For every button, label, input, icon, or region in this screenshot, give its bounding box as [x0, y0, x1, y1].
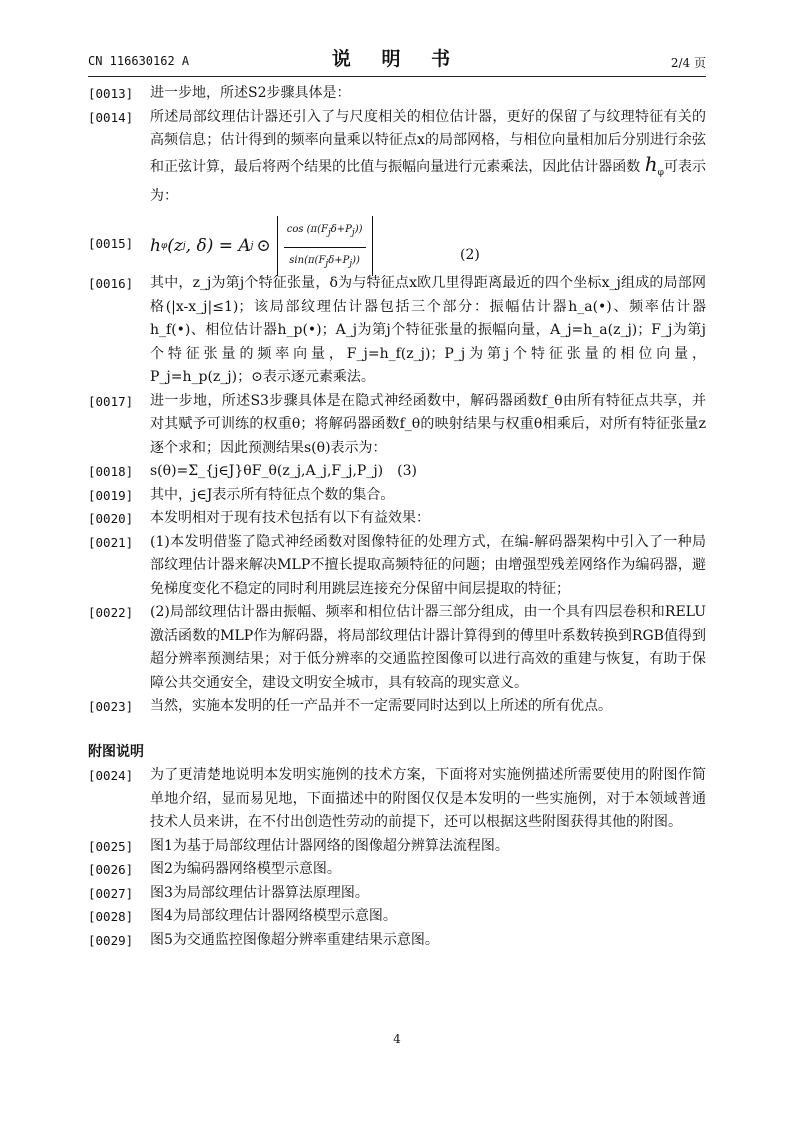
- paragraph-number: [0025]: [88, 838, 134, 854]
- paragraph-0016: [88, 272, 706, 390]
- paragraph-number: [0021]: [88, 534, 134, 550]
- paragraph-0018: [88, 460, 706, 484]
- header-rule: [88, 76, 706, 77]
- paragraph-0027: [88, 882, 706, 906]
- fraction-denominator: $\sin(\pi(F_j\delta+P_j))$: [289, 254, 360, 269]
- paragraph-0019: [88, 484, 706, 508]
- paragraph-text: 进一步地，所述S2步骤具体是：: [150, 85, 351, 101]
- paragraph-number: [0017]: [88, 393, 134, 409]
- paragraph-text: 本发明相对于现有技术包括有以下有益效果：: [150, 510, 430, 527]
- paragraph-text: 图4为局部纹理估计器网络模型示意图。: [150, 908, 397, 925]
- paragraph-text: 所述局部纹理估计器还引入了与尺度相关的相位估计器，更好的保留了与纹理特征有关的高频信息；估计得到的频率向量乘以特征点x的局部网格，与相位向量相加后分别进行余弦和正弦计算，最后将两个结果的比值与振幅向量进行元素乘法，因此估计器函数: [150, 108, 706, 175]
- patent-number: CN 116630162 A: [88, 54, 190, 68]
- paragraph-number: [0028]: [88, 909, 134, 925]
- section-heading: 附图说明: [88, 743, 144, 760]
- paragraph-number: [0022]: [88, 605, 134, 621]
- paragraph-number: [0029]: [88, 932, 134, 948]
- paragraph-text: 图5为交通监控图像超分辨率重建结果示意图。: [150, 931, 439, 948]
- paragraph-number: [0027]: [88, 885, 134, 901]
- page-indicator: 2/4 页: [670, 56, 706, 70]
- estimator-subscript: φ: [657, 167, 664, 178]
- paragraph-number: [0023]: [88, 699, 134, 715]
- paragraph-number: [0024]: [88, 768, 134, 784]
- paragraph-0022: [88, 601, 706, 695]
- paragraph-number: [0026]: [88, 862, 134, 878]
- paragraph-text: 图3为局部纹理估计器算法原理图。: [150, 884, 369, 901]
- paragraph-0028: [88, 905, 706, 929]
- page-header: [88, 44, 706, 74]
- paragraph-text: 进一步地，所述S3步骤具体是在隐式神经函数中，解码器函数f_θ由所有特征点共享，并对其赋予可训练的权重θ；将解码器函数f_θ的映射结果与权重θ相乘后，对所有特征张量z逐个求和；因此预测结果s(θ)表示为：: [150, 392, 706, 456]
- paragraph-text: 其中，z_j为第j个特征张量，δ为与特征点x欧几里得距离最近的四个坐标x_j组成的局部网格(|x-x_j|≤1)；该局部纹理估计器包括三个部分：振幅估计器h_a(•)、频率估计器h_f(•)、相位估计器h_p(•)；A_j为第j个特征张量的振幅向量，A_j=h_a(z_j)；F_j为第j个特征张量的频率向量，F_j=h_f(z_j)；P_j为第j个特征张量的相位向量，P_j=h_p(z_j)；⊙表示逐元素乘法。: [150, 275, 706, 386]
- fraction-numerator: $\cos (\pi(F_j\delta+P_j))$: [284, 218, 366, 248]
- paragraph-text: 其中，j∈J表示所有特征点个数的集合。: [150, 486, 395, 503]
- paragraph-0015: [88, 212, 706, 270]
- paragraph-text: 当然，实施本发明的任一产品并不一定需要同时达到以上所述的所有优点。: [150, 698, 612, 715]
- paragraph-0020: [88, 507, 706, 531]
- paragraph-0017: [88, 390, 706, 461]
- paragraph-0026: [88, 858, 706, 882]
- estimator-formula: h φ (z j , δ) = A j ⊙ $\frac{\cos (\pi(F_j\delta+P_j))}{\sin(\pi(F_j\delta+P_j))}$: [150, 216, 373, 276]
- paragraph-number: [0013]: [88, 86, 134, 101]
- paragraph-0014: [88, 106, 706, 209]
- paragraph-text: (2)局部纹理估计器由振幅、频率和相位估计器三部分组成，由一个具有四层卷积和RELU激活函数的MLP作为解码器，将局部纹理估计器计算得到的傅里叶系数转换到RGB值得到超分辨率预测结果；对于低分辨率的交通监控图像可以进行高效的重建与恢复，有助于保障公共交通安全，建设文明安全城市，具有较高的现实意义。: [150, 604, 706, 691]
- prediction-formula: s(θ)=Σ_{j∈J}θF_θ(z_j,A_j,F_j,P_j) (3): [150, 463, 417, 480]
- paragraph-0025: [88, 835, 706, 859]
- paragraph-0013: [88, 82, 706, 106]
- paragraph-0029: [88, 929, 706, 953]
- paragraph-text: 图2为编码器网络模型示意图。: [150, 861, 341, 878]
- paragraph-0024: [88, 764, 706, 835]
- paragraph-number: [0019]: [88, 487, 134, 503]
- paragraph-text: (1)本发明借鉴了隐式神经函数对图像特征的处理方式，在编-解码器架构中引入了一种局部纹理估计器来解决MLP不擅长提取高频特征的问题；由增强型残差网络作为编码器，避免梯度变化不稳定的同时利用跳层连接充分保留中间层提取的特征；: [150, 533, 706, 597]
- estimator-symbol: h: [644, 151, 658, 176]
- document-title: 说 明 书: [331, 48, 463, 70]
- paragraph-text: 图1为基于局部纹理估计器网络的图像超分辨算法流程图。: [150, 837, 509, 854]
- paragraph-number: [0014]: [88, 109, 134, 125]
- odot-operator: ⊙: [256, 235, 271, 256]
- fraction-bracket: [277, 216, 373, 276]
- paragraph-0023: [88, 695, 706, 719]
- document-body: [88, 82, 706, 952]
- paragraph-text: 为了更清楚地说明本发明实施例的技术方案，下面将对实施例描述所需要使用的附图作简单地介绍，显而易见地，下面描述中的附图仅仅是本发明的一些实施例，对于本领域普通技术人员来讲，在不付出创造性劳动的前提下，还可以根据这些附图获得其他的附图。: [150, 767, 706, 831]
- paragraph-tail: 可表示为：: [150, 158, 707, 204]
- equation-number: (2): [460, 247, 480, 264]
- paragraph-number: [0015]: [88, 236, 134, 252]
- paragraph-number: [0018]: [88, 464, 134, 480]
- paragraph-number: [0016]: [88, 276, 134, 292]
- page-number: 4: [393, 1032, 401, 1046]
- paragraph-0021: [88, 531, 706, 602]
- paragraph-number: [0020]: [88, 511, 134, 527]
- fraction: [284, 218, 366, 276]
